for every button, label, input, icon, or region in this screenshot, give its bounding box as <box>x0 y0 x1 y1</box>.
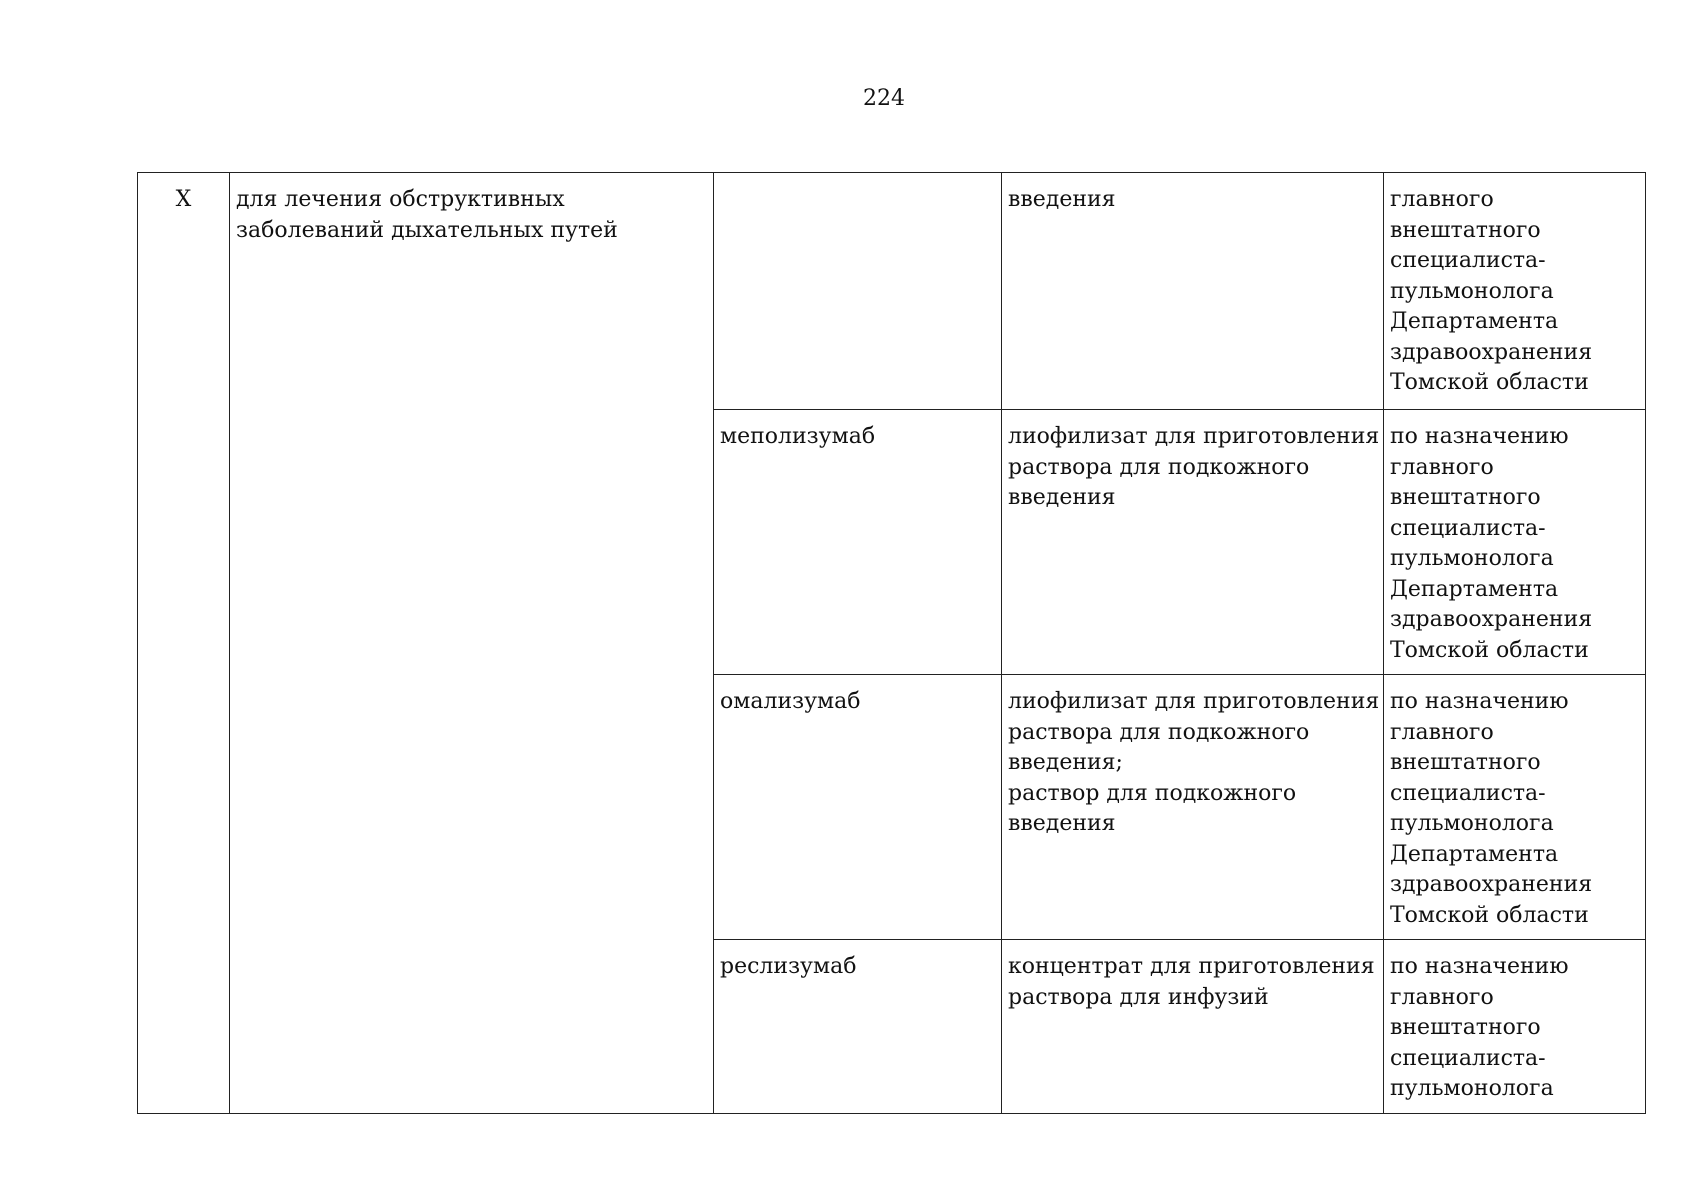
condition-line: главного <box>1390 984 1494 1010</box>
dosage-form-cell <box>1002 410 1384 675</box>
page-number: 224 <box>863 86 905 111</box>
condition-line: здравоохранения <box>1390 872 1593 897</box>
dosage-form-line: концентрат для приготовления <box>1008 954 1375 979</box>
condition-line: по назначению <box>1390 954 1569 979</box>
prescription-condition-cell <box>1384 940 1646 1114</box>
condition-line: главного <box>1390 719 1494 745</box>
condition-line: специалиста- <box>1390 248 1546 273</box>
condition-line: главного <box>1390 187 1494 212</box>
drug-name-cell <box>714 173 1002 410</box>
condition-line: Департамента <box>1390 841 1559 867</box>
condition-line: специалиста- <box>1390 1045 1546 1071</box>
condition-line: Департамента <box>1390 576 1559 602</box>
dosage-form-line: введения <box>1008 811 1116 836</box>
dosage-form-line: раствора для инфузий <box>1008 984 1269 1010</box>
condition-line: здравоохранения <box>1390 339 1593 365</box>
drug-table <box>137 172 1646 1114</box>
group-description-cell: для лечения обструктивных заболеваний дыхательных путей <box>230 173 714 1114</box>
prescription-condition-cell <box>1384 675 1646 940</box>
prescription-condition-cell <box>1384 410 1646 675</box>
condition-line: главного <box>1390 454 1494 480</box>
condition-line: Томской области <box>1390 370 1589 395</box>
condition-line: внештатного <box>1390 750 1541 775</box>
dosage-form-line: лиофилизат для приготовления <box>1008 424 1380 449</box>
condition-line: пульмонолога <box>1390 1076 1554 1101</box>
dosage-form-line: раствор для подкожного <box>1008 780 1297 806</box>
condition-line: по назначению <box>1390 689 1569 714</box>
condition-line: специалиста- <box>1390 515 1546 541</box>
condition-line: пульмонолога <box>1390 546 1554 571</box>
condition-line: Томской области <box>1390 637 1589 663</box>
dosage-form-line: раствора для подкожного <box>1008 454 1310 480</box>
dosage-form-line: раствора для подкожного <box>1008 719 1310 745</box>
condition-line: Томской области <box>1390 902 1589 928</box>
condition-line: пульмонолога <box>1390 278 1554 304</box>
dosage-form-cell <box>1002 940 1384 1114</box>
dosage-form-cell <box>1002 675 1384 940</box>
dosage-form-line: введения; <box>1008 750 1123 775</box>
dosage-form-line: введения <box>1008 485 1116 510</box>
dosage-form-cell <box>1002 173 1384 410</box>
dosage-form-line: лиофилизат для приготовления <box>1008 689 1380 714</box>
condition-line: здравоохранения <box>1390 607 1593 632</box>
drug-name-cell: омализумаб <box>714 675 1002 940</box>
condition-line: пульмонолога <box>1390 811 1554 836</box>
prescription-condition-cell <box>1384 173 1646 410</box>
table-row <box>138 173 1646 410</box>
condition-line: внештатного <box>1390 485 1541 510</box>
condition-line: специалиста- <box>1390 780 1546 806</box>
drug-name-cell: меполизумаб <box>714 410 1002 675</box>
condition-line: по назначению <box>1390 424 1569 449</box>
condition-line: внештатного <box>1390 1015 1541 1040</box>
group-code-cell: X <box>138 173 230 1114</box>
condition-line: Департамента <box>1390 309 1559 334</box>
dosage-form-line: введения <box>1008 187 1116 212</box>
condition-line: внештатного <box>1390 217 1541 243</box>
drug-name-cell: реслизумаб <box>714 940 1002 1114</box>
